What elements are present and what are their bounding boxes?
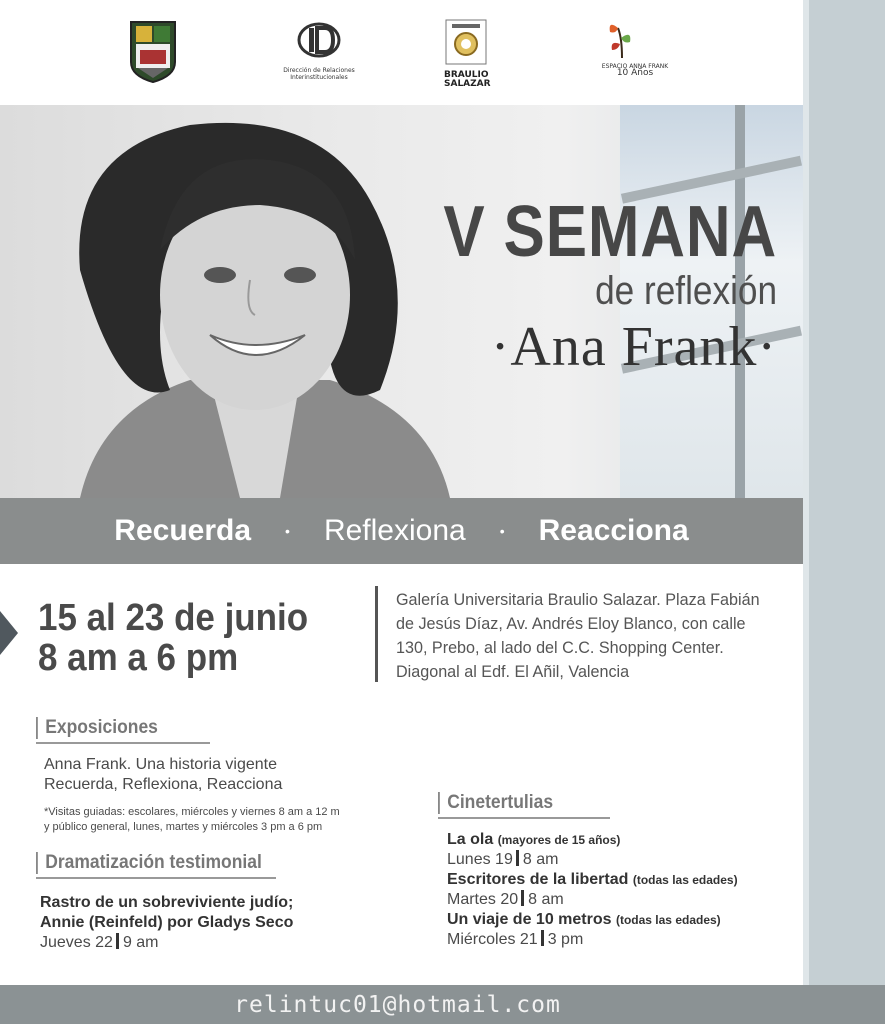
- logo-bar: [0, 0, 803, 105]
- braulio-salazar-logo: [444, 18, 491, 89]
- schedule-day: Jueves 22: [40, 934, 113, 951]
- motto-band: [0, 498, 803, 564]
- film-item: [447, 870, 738, 890]
- film-title: Un viaje de 10 metros: [447, 911, 612, 928]
- venue-line: Diagonal al Edf. El Añil, Valencia: [396, 662, 630, 681]
- schedule-day: Lunes 19: [447, 851, 513, 868]
- schedule-time: 8 am: [522, 851, 559, 868]
- event-date-range: 15 al 23 de junio: [38, 597, 309, 639]
- cinetertulias-heading: Cinetertulias: [438, 792, 553, 814]
- visitas-note: [44, 805, 340, 835]
- film-schedule: [447, 930, 738, 950]
- note-line: *Visitas guiadas: escolares, miércoles y viernes 8 am a 12 m: [44, 806, 340, 818]
- venue-line: 130, Prebo, al lado del C.C. Shopping Center.: [396, 638, 724, 657]
- side-strip: [803, 0, 885, 1024]
- schedule-day: Miércoles 21: [447, 931, 538, 948]
- contact-email[interactable]: relintuc01@hotmail.com: [234, 991, 561, 1018]
- title-line-3: ·Ana Frank·: [490, 316, 777, 378]
- exposicion-item: Anna Frank. Una historia vigente: [44, 756, 278, 773]
- cinetertulias-underline: [438, 817, 610, 819]
- university-crest-logo: [128, 18, 178, 84]
- venue-divider: [375, 586, 378, 682]
- arrow-icon: [0, 611, 18, 655]
- dramatizacion-title: Annie (Reinfeld) por Gladys Seco: [40, 914, 294, 931]
- event-title: [389, 192, 777, 379]
- cinetertulias-list: [447, 830, 738, 950]
- motto-reflexiona: Reflexiona: [323, 514, 466, 547]
- dramatizacion-schedule: [40, 933, 293, 953]
- venue-line: de Jesús Díaz, Av. Andrés Eloy Blanco, con calle: [396, 614, 746, 633]
- film-audience: (todas las edades): [615, 913, 721, 927]
- motto-recuerda: Recuerda: [114, 514, 252, 547]
- motto-dot-1: •: [285, 523, 290, 539]
- separator: [116, 933, 119, 949]
- film-title: Escritores de la libertad: [447, 871, 629, 888]
- venue-address: [396, 588, 771, 684]
- title-line-2: de reflexión: [595, 269, 777, 313]
- film-audience: (mayores de 15 años): [497, 833, 621, 847]
- espacio-ana-frank-text: ESPACIO ANNA FRANK: [601, 63, 669, 70]
- exposiciones-list: [44, 755, 282, 795]
- braulio-salazar-text: BRAULIO SALAZAR: [444, 70, 491, 89]
- separator: [521, 890, 524, 906]
- footer-bar: [0, 985, 885, 1024]
- exposiciones-heading: Exposiciones: [36, 717, 158, 739]
- schedule-time: 8 am: [528, 891, 564, 908]
- dramatizacion-details: [40, 893, 293, 953]
- espacio-ana-frank-logo: [596, 18, 674, 88]
- film-audience: (todas las edades): [632, 873, 738, 887]
- note-line: y público general, lunes, martes y miércoles 3 pm a 6 pm: [44, 821, 323, 833]
- film-item: [447, 830, 738, 850]
- venue-line: Galería Universitaria Braulio Salazar. Plaza Fabián: [396, 590, 760, 609]
- event-dates: [38, 598, 308, 678]
- motto-reacciona: Reacciona: [538, 514, 689, 547]
- separator: [541, 930, 544, 946]
- schedule-time: 9 am: [122, 934, 159, 951]
- exposiciones-underline: [36, 742, 210, 744]
- hero-banner: [0, 105, 803, 498]
- separator: [516, 850, 519, 866]
- relaciones-logo: [283, 18, 355, 84]
- film-title: La ola: [447, 831, 494, 848]
- schedule-time: 3 pm: [547, 931, 584, 948]
- film-schedule: [447, 850, 738, 870]
- dramatizacion-title: Rastro de un sobreviviente judío;: [40, 894, 294, 911]
- motto-dot-2: •: [499, 523, 505, 539]
- dramatizacion-heading: Dramatización testimonial: [36, 852, 262, 874]
- event-hours: 8 am a 6 pm: [38, 637, 239, 679]
- relaciones-logo-text: Dirección de Relaciones Interinstitucionales: [283, 67, 355, 81]
- film-schedule: [447, 890, 738, 910]
- title-line-1: V SEMANA: [443, 192, 777, 272]
- schedule-day: Martes 20: [447, 891, 519, 908]
- film-item: [447, 910, 738, 930]
- exposicion-item: Recuerda, Reflexiona, Reacciona: [44, 776, 283, 793]
- dramatizacion-underline: [36, 877, 276, 879]
- espacio-ana-frank-sub: 10 Años: [616, 68, 654, 78]
